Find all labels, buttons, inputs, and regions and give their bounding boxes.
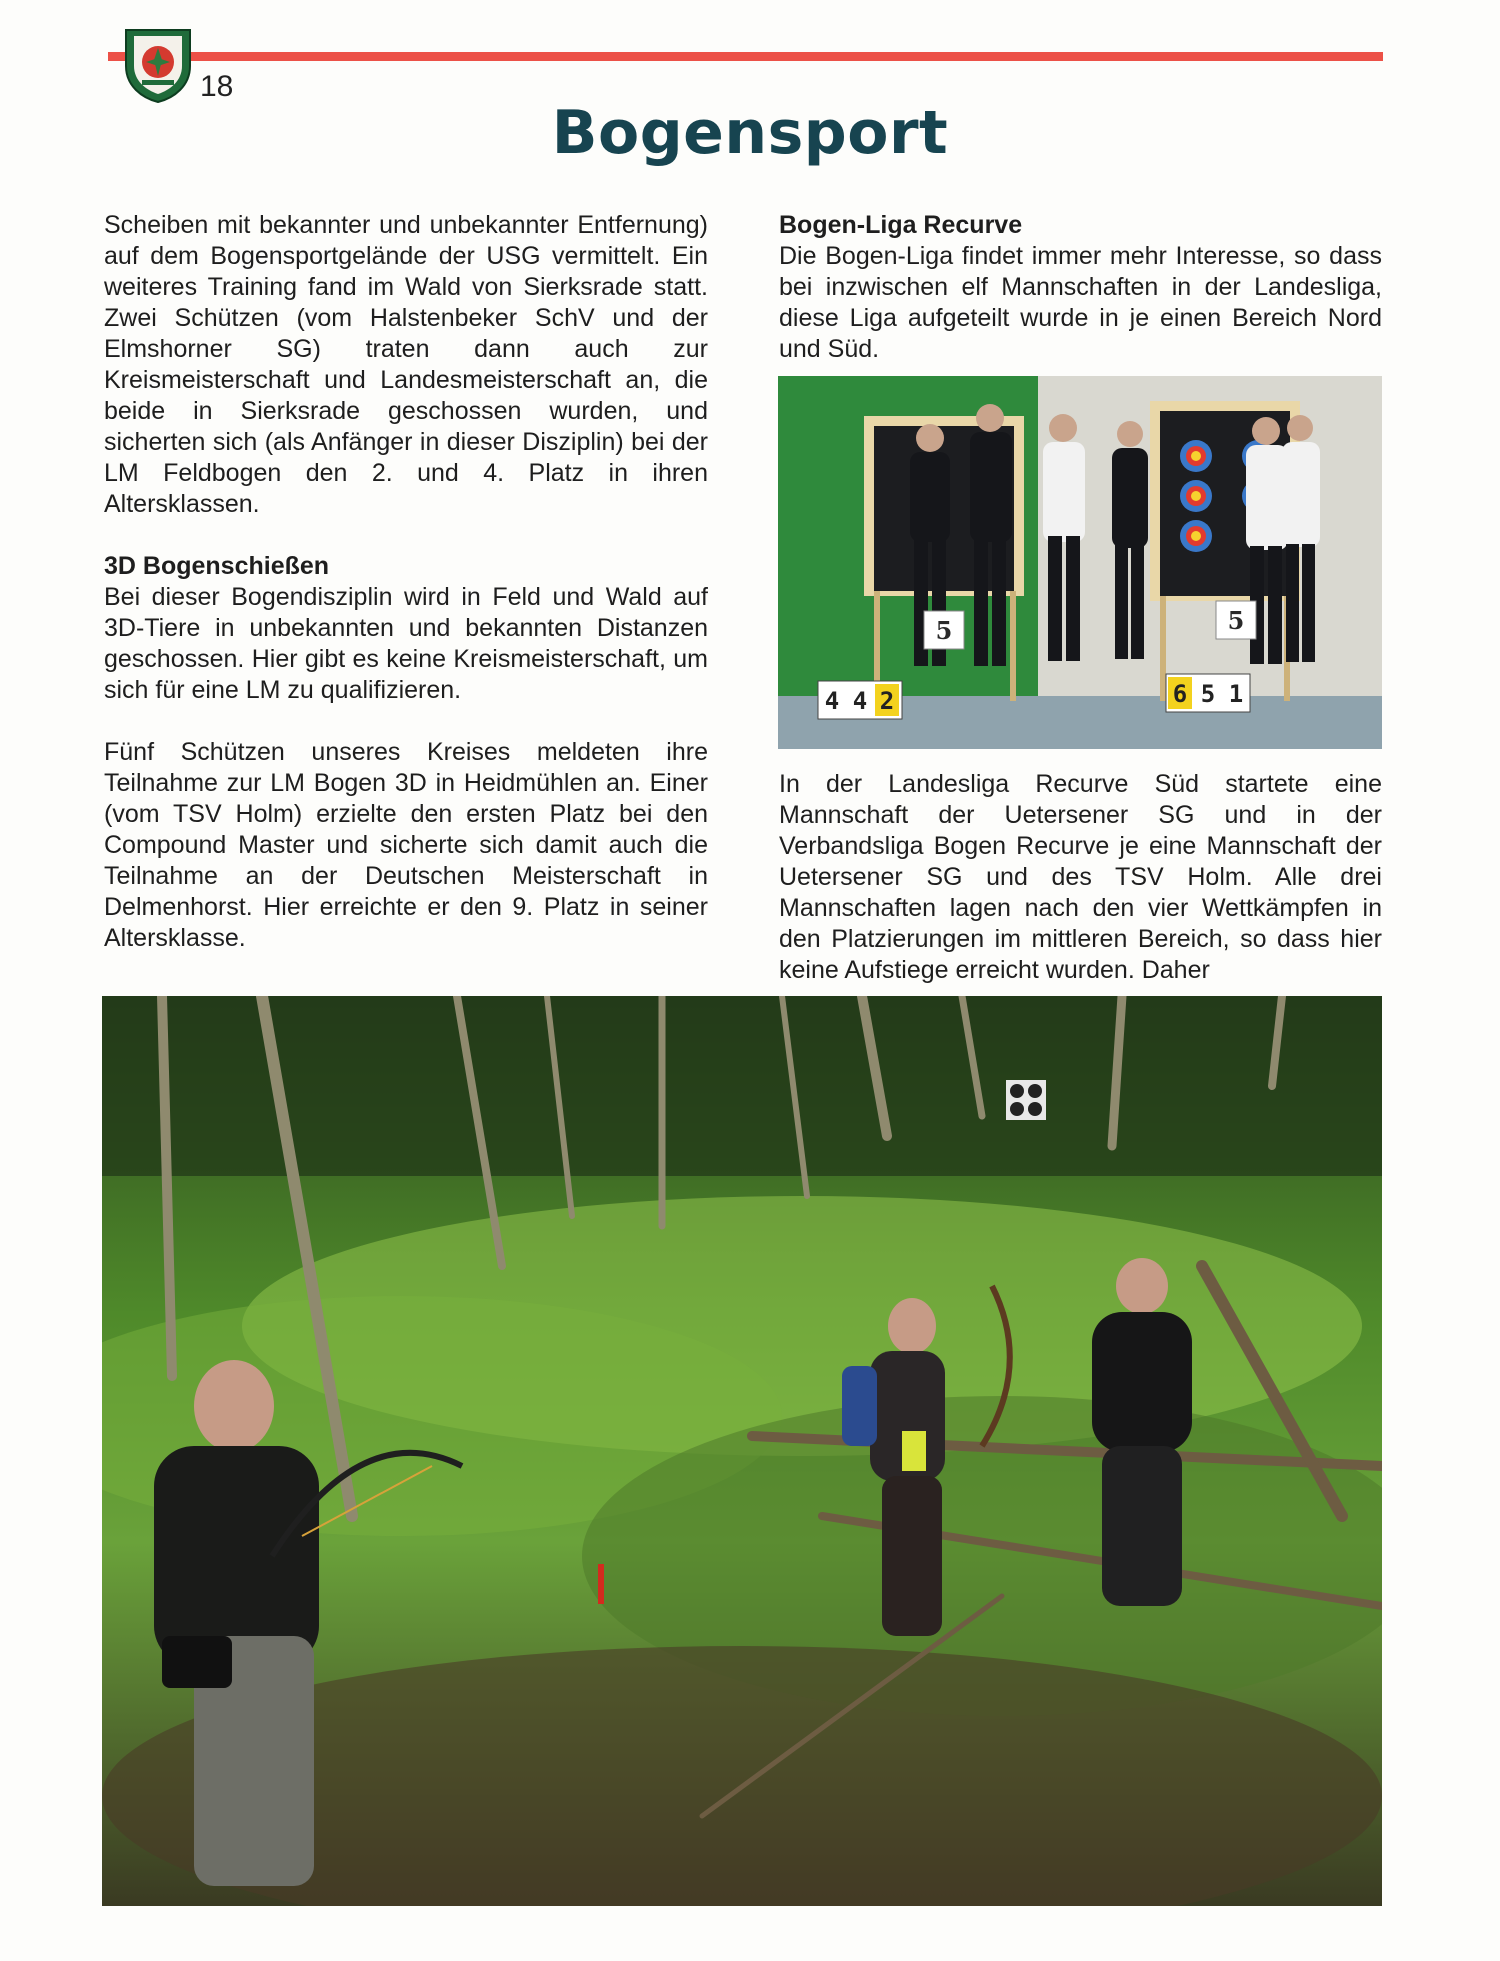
score-left-digit-1: 4 (824, 687, 840, 715)
forest-archery-photo (102, 996, 1382, 1906)
right-column-bottom (779, 769, 1382, 986)
score-left-digit-3: 2 (879, 687, 895, 715)
lane-number-right: 5 (1227, 606, 1245, 635)
score-right-digit-3: 1 (1228, 680, 1244, 708)
lane-number-left: 5 (935, 616, 953, 645)
paragraph-lm-bogen-3d: Fünf Schützen unseres Kreises meldeten ihre Teilnahme zur LM Bogen 3D in Heidmühlen an. Einer (vom TSV Holm) erzielte den ersten Platz bei den Compound Master und sicherte sich damit auch die Teilnahme an der Deutschen Meisterschaft in Delmenhorst. Hier erreichte er den 9. Platz in seiner Altersklasse. (104, 738, 708, 952)
page-title: Bogensport (551, 98, 949, 168)
heading-bogen-liga-recurve: Bogen-Liga Recurve (779, 211, 1023, 239)
header-accent-bar (108, 52, 1383, 61)
score-right-digit-1: 6 (1172, 680, 1188, 708)
indoor-archery-photo (778, 376, 1382, 749)
paragraph-3d-bogenschiessen: Bei dieser Bogendisziplin wird in Feld und Wald auf 3D-Tiere in unbekannten und bekannten Distanzen geschossen. Hier gibt es keine Kreismeisterschaft, um sich für eine LM zu qualifizieren. (104, 583, 708, 704)
club-crest-logo (122, 26, 194, 104)
left-column (104, 210, 708, 954)
score-right-digit-2: 5 (1200, 680, 1216, 708)
intro-paragraph: Scheiben mit bekannter und unbekannter Entfernung) auf dem Bogensportgelände der USG vermittelt. Ein weiteres Training fand im Wald von Sierksrade statt. Zwei Schützen (vom Halstenbeker SchV und der Elmshorner SG) traten dann auch zur Kreismeisterschaft und Landesmeisterschaft an, die beide in Sierksrade geschossen wurden, und sicherten sich (als Anfänger in dieser Disziplin) bei der LM Feldbogen den 2. und 4. Platz in ihren Altersklassen. (104, 211, 708, 518)
score-left-digit-2: 4 (852, 687, 868, 715)
paragraph-bogen-liga: Die Bogen-Liga findet immer mehr Interesse, so dass bei inzwischen elf Mannschaften in der Landesliga, diese Liga aufgeteilt wurde in je einen Bereich Nord und Süd. (779, 242, 1382, 363)
right-column-top (779, 210, 1382, 365)
paragraph-landesliga-recurve: In der Landesliga Recurve Süd startete eine Mannschaft der Uetersener SG und in der Verbandsliga Bogen Recurve je eine Mannschaft der Uetersener SG und des TSV Holm. Alle drei Mannschaften lagen nach den vier Wettkämpfen in den Platzierungen im mittleren Bereich, so dass hier keine Aufstiege erreicht wurden. Daher (779, 770, 1382, 984)
heading-3d-bogenschiessen: 3D Bogenschießen (104, 552, 330, 580)
page-number: 18 (200, 70, 234, 103)
